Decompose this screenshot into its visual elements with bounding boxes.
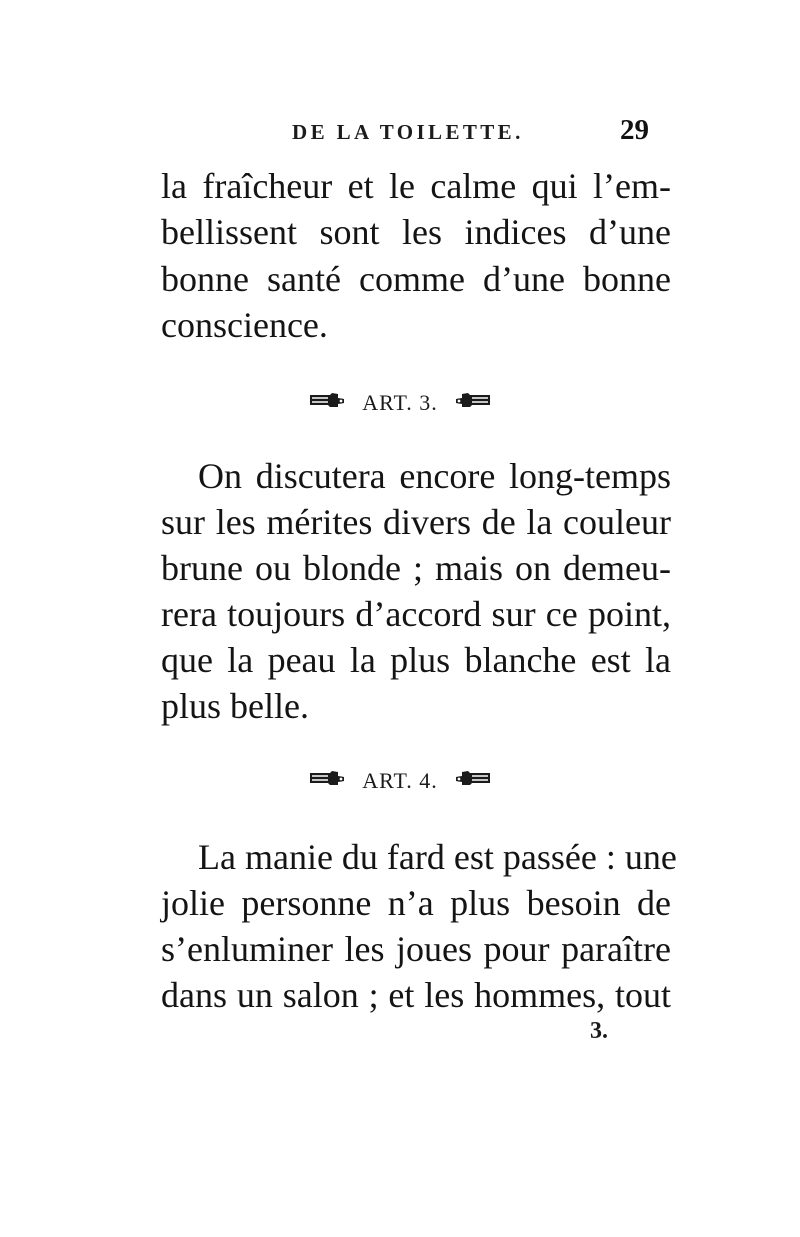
article-label: ART. 3. — [362, 389, 438, 415]
text-line: bonne santé comme d’une bonne — [161, 259, 671, 299]
text-line: On discutera encore long-temps — [198, 456, 671, 496]
text-line: rera toujours d’accord sur ce point, — [161, 594, 671, 634]
text-line: s’enluminer les joues pour paraître — [161, 929, 671, 969]
page-number: 29 — [620, 114, 649, 146]
pointing-hand-left-icon — [452, 389, 492, 417]
article-heading — [0, 388, 800, 417]
text-line: conscience. — [161, 305, 328, 345]
text-line: jolie personne n’a plus besoin de — [161, 883, 671, 923]
text-line: la fraîcheur et le calme qui l’em- — [161, 166, 671, 206]
article-heading — [0, 766, 800, 795]
text-line: dans un salon ; et les hommes, tout — [161, 975, 671, 1015]
text-line: La manie du fard est passée : une — [198, 837, 677, 877]
text-line: sur les mérites divers de la couleur — [161, 502, 671, 542]
pointing-hand-left-icon — [452, 767, 492, 795]
signature-mark: 3. — [590, 1018, 608, 1044]
text-line: brune ou blonde ; mais on demeu- — [161, 548, 671, 588]
article-label: ART. 4. — [362, 767, 438, 793]
text-line: bellissent sont les indices d’une — [161, 212, 671, 252]
pointing-hand-right-icon — [308, 767, 348, 795]
text-line: que la peau la plus blanche est la — [161, 640, 671, 680]
pointing-hand-right-icon — [308, 389, 348, 417]
running-title: DE LA TOILETTE. — [292, 120, 524, 144]
text-line: plus belle. — [161, 686, 309, 726]
